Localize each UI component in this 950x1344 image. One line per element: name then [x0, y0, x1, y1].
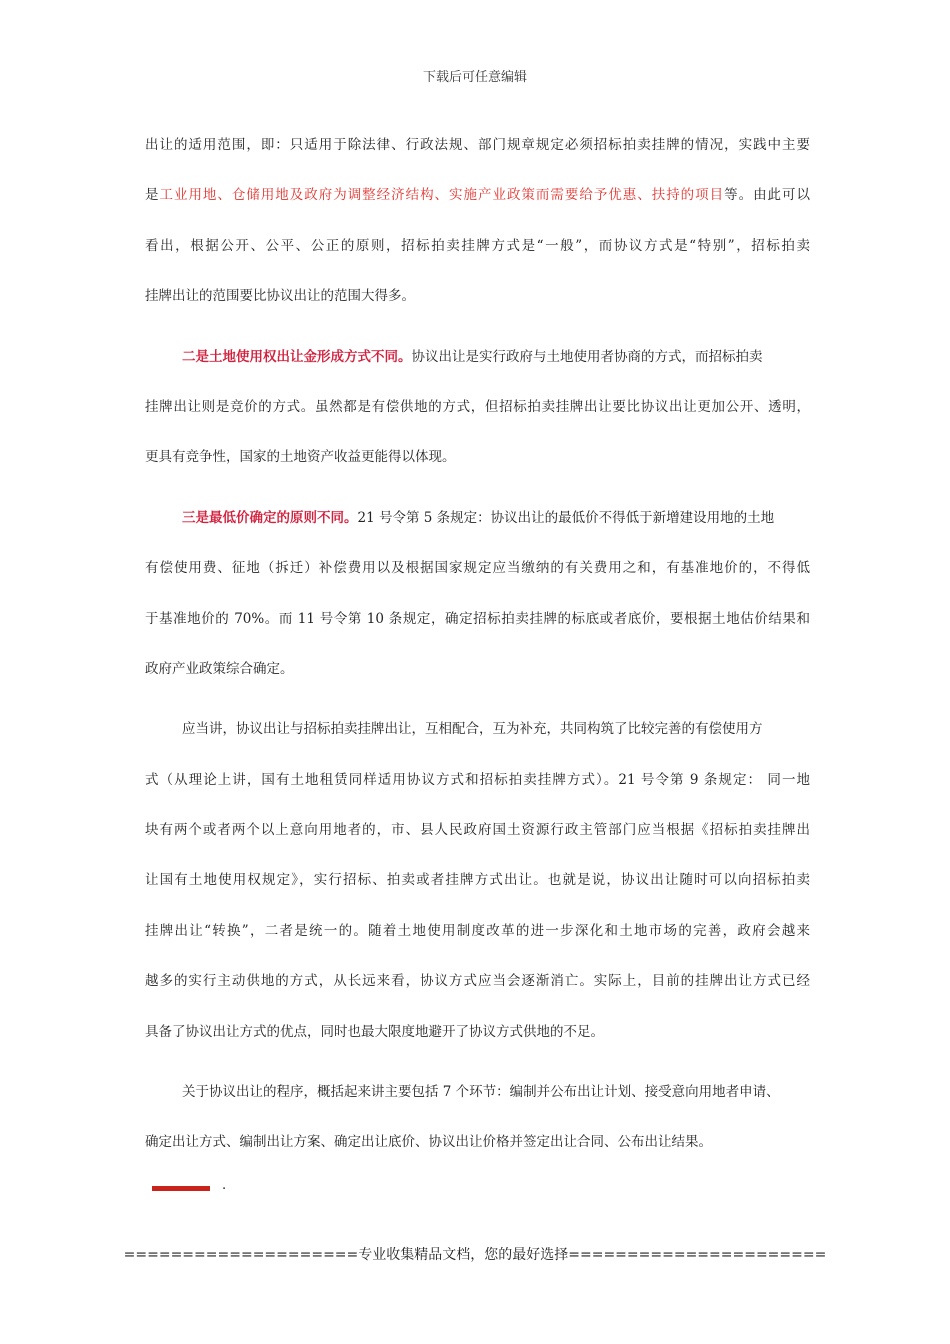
text-line: 于基准地价的 70%。而 11 号令第 10 条规定，确定招标拍卖挂牌的标底或者底价，要根据土地估价结果和	[145, 610, 810, 627]
text-line: 更具有竞争性，国家的土地资产收益更能得以体现。	[145, 449, 456, 466]
section-heading: 二是土地使用权出让金形成方式不同。	[182, 348, 412, 365]
text-line: 挂牌出让的范围要比协议出让的范围大得多。	[145, 288, 415, 305]
text-line: 有偿使用费、征地（拆迁）补偿费用以及根据国家规定应当缴纳的有关费用之和，有基准地价的，不得低	[145, 560, 810, 577]
paragraph-minimum-price	[145, 493, 810, 695]
text-span: 协议出让是实行政府与土地使用者协商的方式，而招标拍卖	[411, 348, 763, 365]
text-line: 关于协议出让的程序，概括起来讲主要包括 7 个环节：编制并公布出让计划、接受意向用地者申请、	[182, 1084, 780, 1101]
document-body	[145, 120, 810, 1168]
page-footer: ====================专业收集精品文档，您的最好选择======================	[123, 1247, 827, 1263]
text-line: 式（从理论上讲，国有土地租赁同样适用协议方式和招标拍卖挂牌方式）。21 号令第 9 条规定： 同一地	[145, 771, 810, 788]
text-line: 块有两个或者两个以上意向用地者的，市、县人民政府国土资源行政主管部门应当根据《招标拍卖挂牌出	[145, 822, 810, 839]
text-line: 应当讲，协议出让与招标拍卖挂牌出让，互相配合，互为补充，共同构筑了比较完善的有偿使用方	[182, 721, 763, 738]
text-line: 确定出让方式、编制出让方案、确定出让底价、协议出让价格并签定出让合同、公布出让结果。	[145, 1134, 712, 1151]
text-span: 等。由此可以	[724, 187, 810, 204]
page-header: 下载后可任意编辑	[422, 70, 527, 85]
text-line	[145, 332, 810, 382]
text-line: 挂牌出让则是竞价的方式。虽然都是有偿供地的方式，但招标拍卖挂牌出让要比协议出让更加公开、透明，	[145, 398, 810, 415]
paragraph-scope	[145, 120, 810, 322]
section-heading: 三是最低价确定的原则不同。	[182, 509, 358, 526]
red-bar-decoration	[152, 1186, 210, 1191]
text-line: 看出，根据公开、公平、公正的原则，招标拍卖挂牌方式是“一般”，而协议方式是“特别”，招标拍卖	[145, 237, 810, 254]
paragraph-procedure	[145, 1067, 810, 1168]
text-line	[145, 493, 810, 543]
text-line: 政府产业政策综合确定。	[145, 660, 294, 677]
text-span: 21 号令第 5 条规定：协议出让的最低价不得低于新增建设用地的土地	[357, 509, 775, 526]
paragraph-complementary	[145, 704, 810, 1057]
text-line: 挂牌出让“转换”，二者是统一的。随着土地使用制度改革的进一步深化和土地市场的完善，政府会越来	[145, 922, 810, 939]
text-span: 是	[145, 187, 160, 204]
text-line: 具备了协议出让方式的优点，同时也最大限度地避开了协议方式供地的不足。	[145, 1023, 604, 1040]
dot-marker: .	[222, 1178, 227, 1193]
paragraph-premium-formation	[145, 332, 810, 483]
text-line	[145, 170, 810, 220]
text-line: 越多的实行主动供地的方式，从长远来看，协议方式应当会逐渐消亡。实际上，目前的挂牌出让方式已经	[145, 973, 810, 990]
highlighted-text: 工业用地、仓储用地及政府为调整经济结构、实施产业政策而需要给予优惠、扶持的项目	[159, 187, 725, 204]
text-line: 出让的适用范围，即：只适用于除法律、行政法规、部门规章规定必须招标拍卖挂牌的情况，实践中主要	[145, 137, 810, 153]
text-line: 让国有土地使用权规定》，实行招标、拍卖或者挂牌方式出让。也就是说，协议出让随时可以向招标拍卖	[145, 872, 810, 889]
